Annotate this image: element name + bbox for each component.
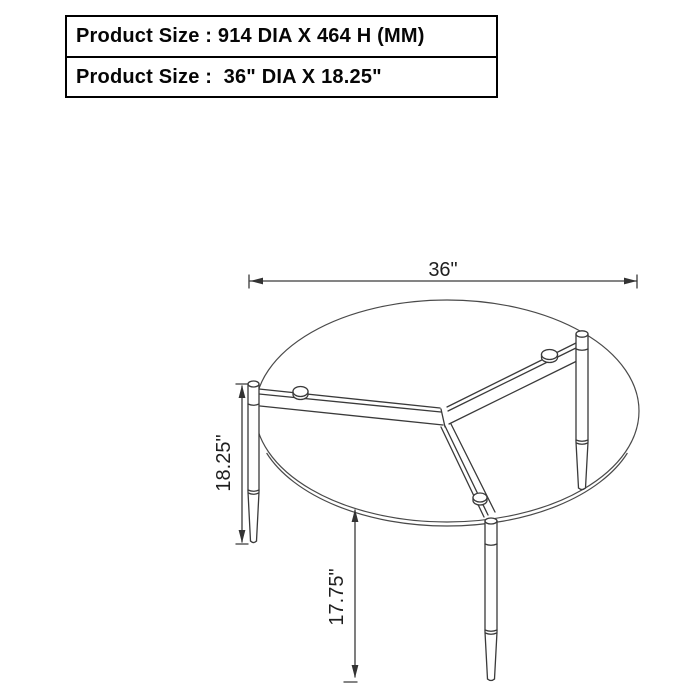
diameter-left-arrowhead-icon (250, 278, 263, 285)
leg-height-dimension (326, 509, 358, 682)
leg-height-down-arrowhead-icon (352, 665, 359, 678)
left-frame-beam (259, 389, 443, 425)
front-frame-beam (441, 424, 495, 517)
spec-row-label-mm: Product Size : 914 DIA X 464 H (MM) (76, 25, 425, 47)
diameter-right-arrowhead-icon (624, 278, 637, 285)
overall-height-dimension (213, 384, 248, 544)
overall-height-down-arrowhead-icon (239, 530, 246, 543)
diameter-dimension (249, 259, 637, 288)
right-leg-screw-cap (542, 350, 558, 363)
spec-row-mm (67, 17, 496, 56)
spec-row-label-inch: Product Size : 36" DIA X 18.25" (76, 65, 382, 88)
front-leg-screw-cap (473, 493, 487, 505)
left-leg (248, 381, 259, 543)
right-frame-beam (447, 341, 581, 424)
leg-height-up-arrowhead-icon (352, 509, 359, 522)
spec-table (65, 15, 498, 98)
overall-height-label: 18.25" (213, 434, 235, 492)
diameter-label: 36" (428, 259, 458, 281)
glass-edge-arc (267, 453, 628, 526)
overall-height-up-arrowhead-icon (239, 385, 246, 398)
leg-height-label: 17.75" (326, 568, 348, 626)
front-leg (485, 518, 497, 681)
right-leg (576, 331, 588, 490)
left-leg-screw-cap (293, 387, 308, 400)
spec-row-inch (67, 56, 496, 96)
